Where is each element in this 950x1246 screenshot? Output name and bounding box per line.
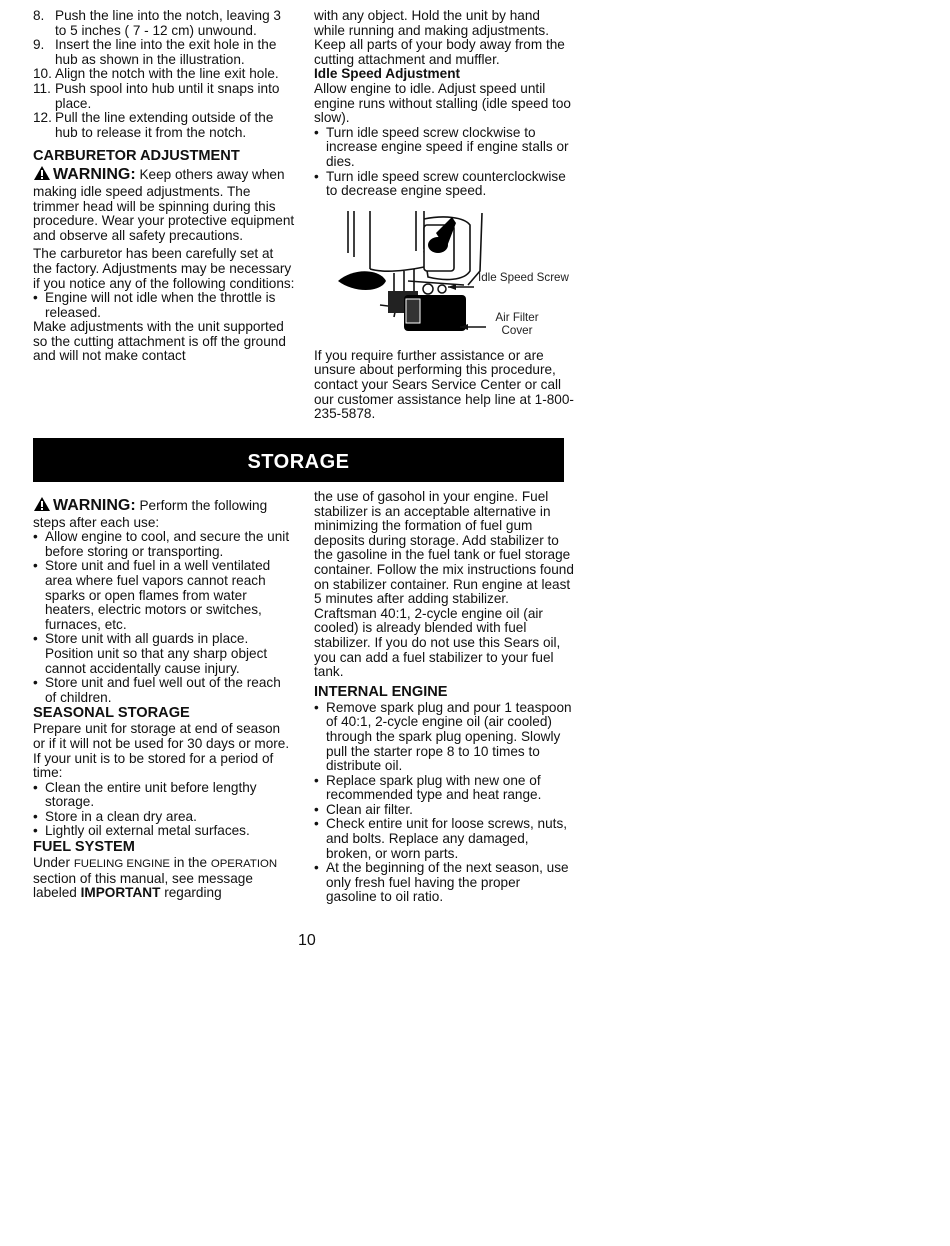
seasonal-storage-heading: SEASONAL STORAGE bbox=[33, 705, 190, 722]
list-item: • Clean the entire unit before lengthy storage. bbox=[33, 781, 295, 810]
list-item: • Check entire unit for loose screws, nuts, and bolts. Replace any damaged, broken, or worn parts. bbox=[314, 817, 574, 861]
carburetor-intro: The carburetor has been carefully set at the factory. Adjustments may be necessary if you notice any of the following conditions: bbox=[33, 246, 295, 291]
warning-text: Keep others away when making idle speed adjustments. The trimmer head will be spinning during this procedure. Wear your protective equipment and observe all safety precautions. bbox=[33, 167, 295, 243]
conditions-list bbox=[33, 291, 295, 320]
carburetor-warning bbox=[33, 165, 295, 243]
list-item: • Store unit and fuel in a well ventilated area where fuel vapors cannot reach sparks or open flames from water heaters, electric motors or switches, furnaces, etc. bbox=[33, 559, 295, 632]
adjustment-paragraph-continued: with any object. Hold the unit by hand while running and making adjustments. Keep all parts of your body away from the cutting attachment and muffler. bbox=[314, 8, 565, 67]
adjustment-paragraph: Make adjustments with the unit supported so the cutting attachment is off the ground and will not make contact bbox=[33, 319, 286, 364]
carburetor-heading: CARBURETOR ADJUSTMENT bbox=[33, 148, 240, 165]
fuel-paragraph-continued: the use of gasohol in your engine. Fuel stabilizer is an acceptable alternative in minimizing the formation of fuel gum deposits during storage. Add stabilizer to the gasoline in the fuel tank or fuel storage container. Follow the mix instructions found on stabilizer container. Run engine at least 5 minutes after adding stabilizer. bbox=[314, 489, 574, 607]
storage-right-column bbox=[314, 490, 574, 905]
carburetor-illustration bbox=[324, 211, 574, 343]
list-item: • At the beginning of the next season, use only fresh fuel having the proper gasoline to oil ratio. bbox=[314, 861, 574, 905]
air-filter-cover-label: Air Filter Cover bbox=[495, 310, 539, 337]
warning-triangle-icon bbox=[33, 496, 51, 516]
list-item: 10. Align the notch with the line exit hole. bbox=[33, 66, 279, 82]
carburetor-right-column bbox=[314, 9, 574, 422]
seasonal-list bbox=[33, 781, 295, 839]
list-item: 8. Push the line into the notch, leaving 3 to 5 inches ( 7 - 12 cm) unwound. bbox=[33, 8, 281, 38]
idle-speed-text: Allow engine to idle. Adjust speed until engine runs without stalling (idle speed too slow). bbox=[314, 80, 571, 126]
warning-label: WARNING: bbox=[53, 166, 136, 184]
list-item: 12. Pull the line extending outside of the hub to release it from the notch. bbox=[33, 110, 274, 140]
assistance-paragraph: If you require further assistance or are unsure about performing this procedure, contact your Sears Service Center or call our customer assistance help line at 1-800-235-5878. bbox=[314, 347, 574, 422]
list-item: • Store unit with all guards in place. Position unit so that any sharp object cannot accidentally cause injury. bbox=[33, 632, 295, 676]
seasonal-paragraph: If your unit is to be stored for a period of time: bbox=[33, 750, 274, 781]
warning-text: Perform the following steps after each use: bbox=[33, 498, 268, 530]
spool-steps-list bbox=[33, 9, 295, 140]
seasonal-paragraph: Prepare unit for storage at end of season or if it will not be used for 30 days or more. bbox=[33, 721, 290, 751]
page-number: 10 bbox=[298, 932, 316, 949]
list-item: • Store in a clean dry area. bbox=[33, 810, 295, 825]
warning-triangle-icon bbox=[33, 165, 51, 185]
idle-speed-heading: Idle Speed Adjustment bbox=[314, 66, 461, 82]
list-item: 9. Insert the line into the exit hole in the hub as shown in the illustration. bbox=[33, 37, 277, 67]
fuel-paragraph: Under FUELING ENGINE in the OPERATION section of this manual, see message labeled IMPORTANT regarding bbox=[33, 855, 278, 901]
storage-warning bbox=[33, 496, 295, 530]
storage-left-column bbox=[33, 490, 295, 901]
carburetor-left-column bbox=[33, 9, 295, 364]
idle-speed-screw-label: Idle Speed Screw bbox=[478, 270, 569, 284]
internal-engine-list bbox=[314, 701, 574, 905]
list-item: • Remove spark plug and pour 1 teaspoon of 40:1, 2-cycle engine oil (air cooled) through the spark plug opening. Slowly pull the starter rope 8 to 10 times to distribute oil. bbox=[314, 701, 574, 774]
list-item: • Turn idle speed screw counterclockwise to decrease engine speed. bbox=[314, 170, 574, 199]
list-item: • Replace spark plug with new one of recommended type and heat range. bbox=[314, 774, 574, 803]
warning-label: WARNING: bbox=[53, 497, 136, 514]
idle-speed-list bbox=[314, 126, 574, 199]
list-item: • Turn idle speed screw clockwise to increase engine speed if engine stalls or dies. bbox=[314, 126, 574, 170]
storage-warning-list bbox=[33, 530, 295, 705]
list-item: • Allow engine to cool, and secure the unit before storing or transporting. bbox=[33, 530, 295, 559]
list-item: • Engine will not idle when the throttle is released. bbox=[33, 291, 295, 320]
internal-engine-heading: INTERNAL ENGINE bbox=[314, 683, 448, 700]
list-item: • Lightly oil external metal surfaces. bbox=[33, 824, 295, 839]
craftsman-oil-paragraph: Craftsman 40:1, 2-cycle engine oil (air cooled) is already blended with fuel stabilizer. If you do not use this Sears oil, you can add a fuel stabilizer to your fuel tank. bbox=[314, 605, 561, 680]
fuel-system-heading: FUEL SYSTEM bbox=[33, 839, 135, 856]
storage-banner: STORAGE bbox=[33, 438, 564, 482]
list-item: • Clean air filter. bbox=[314, 803, 574, 818]
list-item: 11. Push spool into hub until it snaps into place. bbox=[33, 80, 280, 111]
list-item: • Store unit and fuel well out of the reach of children. bbox=[33, 676, 295, 705]
